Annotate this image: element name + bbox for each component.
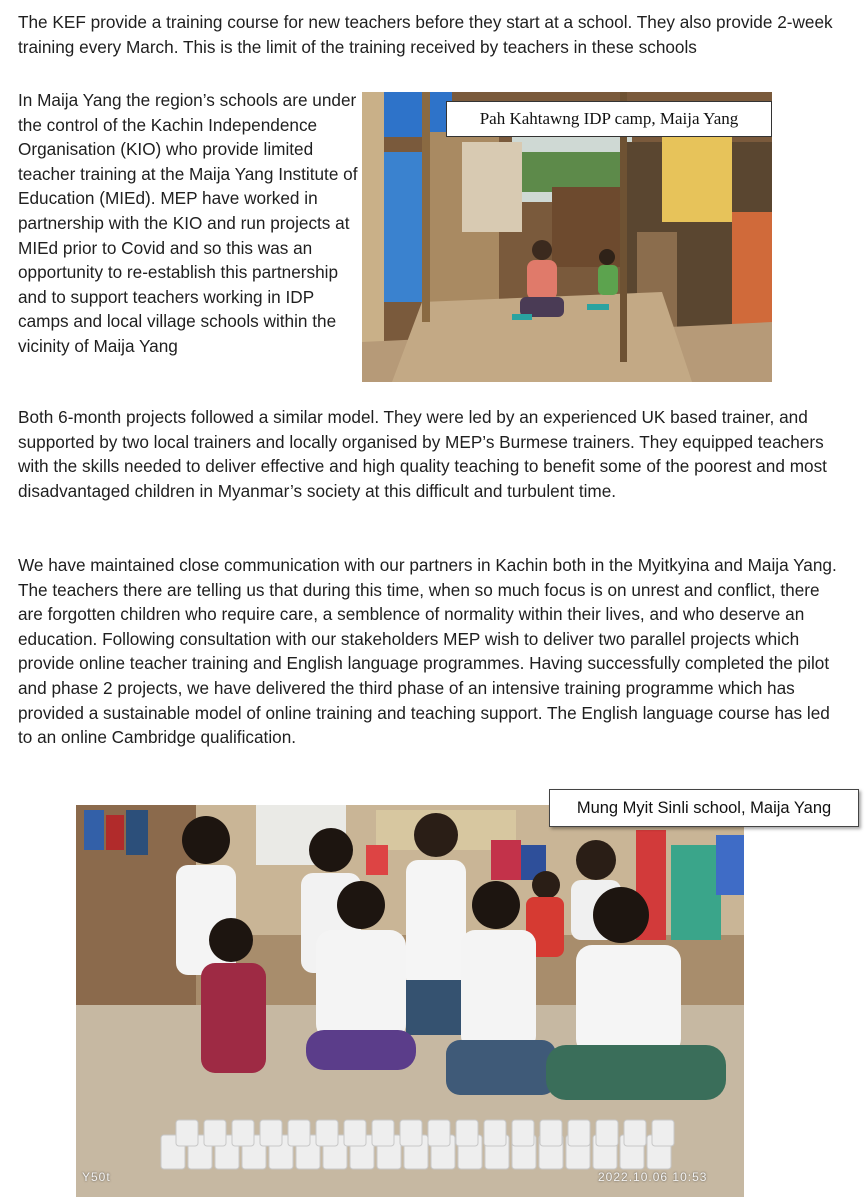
photo-school-children (76, 805, 744, 1197)
paragraph-projects-model: Both 6-month projects followed a similar model. They were led by an experienced UK based trainer, and supported by two local trainers and locally organised by MEP’s Burmese trainers. They equipped teachers with the skills needed to deliver effective and high quality teaching to benefit some of the poorest and most disadvantaged children in Myanmar’s society at this difficult and turbulent time. (18, 407, 827, 501)
paragraph-maija-yang: In Maija Yang the region’s schools are under the control of the Kachin Independence Organisation (KIO) who provide limited teacher training at the Maija Yang Institute of Education (MIEd). MEP have worked in partnership with the KIO and run projects at MIEd prior to Covid and so this was an opportunity to re-establish this partnership and to support teachers working in IDP camps and local village schools within the vicinity of Maija Yang (18, 90, 358, 356)
caption-school: Mung Myit Sinli school, Maija Yang (549, 789, 859, 827)
photo-timestamp: 2022.10.06 10:53 (598, 1170, 708, 1184)
paragraph-partners-communication: We have maintained close communication with our partners in Kachin both in the Myitkyina and Maija Yang. The teachers there are telling us that during this time, when so much focus is on unrest and conflict, there are forgotten children who require care, a semblence of normality within their lives, and who deserve an education. Following consultation with our stakeholders MEP wish to deliver two parallel projects which provide online teacher training and English language programmes. Having successfully completed the pilot and phase 2 projects, we have delivered the third phase of an intensive training programme which has provided a sustainable model of online training and teaching support. The English language course has led to an online Cambridge qualification. (18, 555, 837, 748)
caption-idp-camp: Pah Kahtawng IDP camp, Maija Yang (446, 101, 772, 137)
paragraph-training-course: The KEF provide a training course for new teachers before they start at a school. They also provide 2-week training every March. This is the limit of the training received by teachers in these schools (18, 12, 833, 57)
camera-watermark: Y50t (82, 1170, 111, 1184)
